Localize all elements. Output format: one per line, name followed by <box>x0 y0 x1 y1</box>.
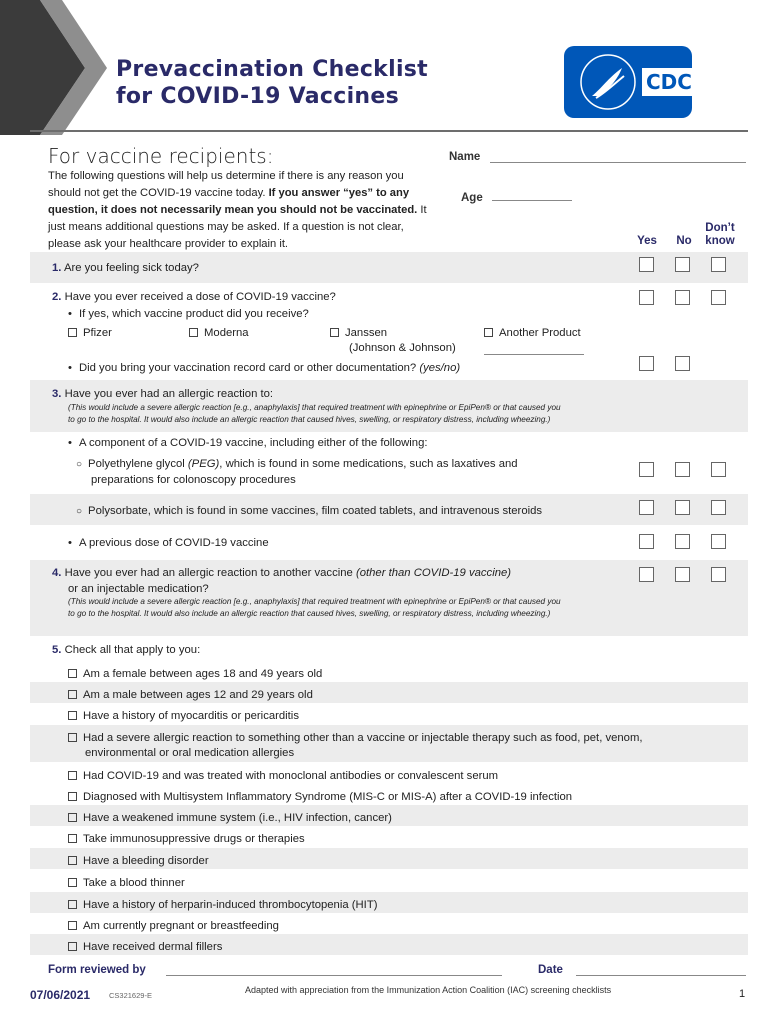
q3-peg-dont-know-checkbox[interactable] <box>711 462 726 477</box>
q5-item[interactable] <box>68 768 498 784</box>
date-label: Date <box>538 964 563 976</box>
hhs-seal-icon <box>578 52 638 112</box>
q5-item-label: environmental or oral medication allergies <box>85 747 295 759</box>
q3-previous-dose: • A previous dose of COVID-19 vaccine <box>68 535 269 551</box>
q5-item[interactable] <box>68 831 305 847</box>
q5-item-label: Have a bleeding disorder <box>83 855 209 867</box>
checkbox-icon[interactable] <box>68 733 77 742</box>
q5-item-label: Am a male between ages 12 and 29 years old <box>83 689 313 701</box>
column-dont-know: Don’t know <box>705 222 735 247</box>
q2-no-checkbox[interactable] <box>675 290 690 305</box>
age-field[interactable] <box>492 200 572 201</box>
question-3: 3. Have you ever had an allergic reaction to: <box>52 388 274 400</box>
q1-no-checkbox[interactable] <box>675 257 690 272</box>
q4-dont-know-checkbox[interactable] <box>711 567 726 582</box>
section-heading: For vaccine recipients: <box>48 144 274 168</box>
q3-prev-yes-checkbox[interactable] <box>639 534 654 549</box>
q4-note: (This would include a severe allergic reaction [e.g., anaphylaxis] that required treatment with epinephrine or EpiPen® or that caused you to go to the hospital. It would also include an allergic reaction that caused hives, swelling, or respiratory distress, including wheezing.) <box>68 597 561 618</box>
q5-item[interactable] <box>68 708 299 724</box>
q2-option-janssen[interactable]: Janssen <box>330 325 387 341</box>
q2-option-janssen-sub: (Johnson & Johnson) <box>349 342 456 354</box>
q3-note: (This would include a severe allergic reaction [e.g., anaphylaxis] that required treatment with epinephrine or EpiPen® or that caused you to go to the hospital. It would also include an allergic reaction that caused hives, swelling, or respiratory distress, including wheezing.) <box>68 403 561 424</box>
header-chevron <box>0 0 110 135</box>
q3-prev-dont-know-checkbox[interactable] <box>711 534 726 549</box>
q5-item[interactable] <box>68 939 222 955</box>
checkbox-icon[interactable] <box>68 792 77 801</box>
q3-peg-yes-checkbox[interactable] <box>639 462 654 477</box>
checkbox-icon[interactable] <box>68 900 77 909</box>
cdc-logo-text: CDC <box>642 68 696 96</box>
name-field[interactable] <box>490 162 746 163</box>
checkbox-icon[interactable] <box>68 834 77 843</box>
question-2: 2. Have you ever received a dose of COVID-19 vaccine? <box>52 291 336 303</box>
q5-item-label: Have received dermal fillers <box>83 941 223 953</box>
q5-item-label: Have a history of herparin-induced thrombocytopenia (HIT) <box>83 899 378 911</box>
q2-dont-know-checkbox[interactable] <box>711 290 726 305</box>
checkbox-icon[interactable] <box>68 942 77 951</box>
checkbox-icon[interactable] <box>68 690 77 699</box>
intro-text: The following questions will help us determine if there is any reason you should not get the COVID-19 vaccine today. If you answer “yes” to any question, it does not necessarily mean you should not be vaccinated. It just means additional questions may be asked. If a question is not clear, please ask your healthcare provider to explain it. <box>48 170 427 250</box>
q3-peg: ○ Polyethylene glycol (PEG), which is found in some medications, such as laxatives and <box>76 456 518 473</box>
q5-item[interactable] <box>68 687 313 703</box>
q5-item-label: Have a weakened immune system (i.e., HIV infection, cancer) <box>83 812 392 824</box>
question-5: 5. Check all that apply to you: <box>52 644 201 656</box>
q1-dont-know-checkbox[interactable] <box>711 257 726 272</box>
q3-poly-no-checkbox[interactable] <box>675 500 690 515</box>
q5-item[interactable] <box>68 875 185 891</box>
q5-item[interactable] <box>68 789 572 805</box>
q1-yes-checkbox[interactable] <box>639 257 654 272</box>
column-no: No <box>676 235 692 247</box>
q2-subquestion: • If yes, which vaccine product did you receive? <box>68 306 309 322</box>
q3-poly-yes-checkbox[interactable] <box>639 500 654 515</box>
q4-yes-checkbox[interactable] <box>639 567 654 582</box>
q3-poly-dont-know-checkbox[interactable] <box>711 500 726 515</box>
q5-item-continued <box>85 745 294 761</box>
q5-item-label: Am a female between ages 18 and 49 years old <box>83 668 323 680</box>
cdc-logo <box>564 46 692 118</box>
q3-peg-cont: preparations for colonoscopy procedures <box>91 474 296 486</box>
q3-polysorbate: ○ Polysorbate, which is found in some vaccines, film coated tablets, and intravenous steroids <box>76 503 542 520</box>
page-number: 1 <box>739 988 746 1000</box>
question-4: 4. Have you ever had an allergic reaction to another vaccine (other than COVID-19 vaccine) or an injectable medication? <box>52 567 512 595</box>
header-divider <box>30 130 748 132</box>
form-reviewed-label: Form reviewed by <box>48 964 146 976</box>
q5-item-label: Take a blood thinner <box>83 877 185 889</box>
checkbox-icon[interactable] <box>68 711 77 720</box>
q5-item[interactable] <box>68 730 643 746</box>
q5-item[interactable] <box>68 666 322 682</box>
name-label: Name <box>449 151 481 163</box>
q5-item[interactable] <box>68 853 209 869</box>
q2-option-moderna[interactable]: Moderna <box>189 325 249 341</box>
q5-item[interactable] <box>68 810 392 826</box>
another-product-field[interactable] <box>484 354 584 355</box>
page-title: Prevaccination Checklist for COVID-19 Vaccines <box>116 57 428 109</box>
q3-subquestion: • A component of a COVID-19 vaccine, including either of the following: <box>68 435 427 451</box>
q5-item[interactable] <box>68 897 378 913</box>
q2-yes-checkbox[interactable] <box>639 290 654 305</box>
revision-date: 07/06/2021 <box>30 988 91 1002</box>
column-yes: Yes <box>637 235 657 247</box>
q5-item-label: Had a severe allergic reaction to something other than a vaccine or injectable therapy such as food, pet, venom, <box>83 732 643 744</box>
q4-no-checkbox[interactable] <box>675 567 690 582</box>
document-code: CS321629-E <box>109 991 152 1000</box>
age-label: Age <box>461 192 483 204</box>
q2-card-yes-checkbox[interactable] <box>639 356 654 371</box>
date-field[interactable] <box>576 975 746 976</box>
checkbox-icon[interactable] <box>68 771 77 780</box>
checkbox-icon[interactable] <box>68 878 77 887</box>
checkbox-icon[interactable] <box>68 669 77 678</box>
reviewed-by-field[interactable] <box>166 975 502 976</box>
q3-prev-no-checkbox[interactable] <box>675 534 690 549</box>
checkbox-icon[interactable] <box>68 856 77 865</box>
q3-peg-no-checkbox[interactable] <box>675 462 690 477</box>
q5-item-label: Diagnosed with Multisystem Inflammatory Syndrome (MIS-C or MIS-A) after a COVID-19 infection <box>83 791 573 803</box>
q5-item[interactable] <box>68 918 279 934</box>
checkbox-icon[interactable] <box>68 813 77 822</box>
q5-item-label: Take immunosuppressive drugs or therapies <box>83 833 305 845</box>
checkbox-icon[interactable] <box>68 921 77 930</box>
q5-item-label: Had COVID-19 and was treated with monoclonal antibodies or convalescent serum <box>83 770 499 782</box>
q2-option-another[interactable]: Another Product <box>484 325 581 341</box>
credit-text: Adapted with appreciation from the Immunization Action Coalition (IAC) screening checklists <box>245 985 612 995</box>
q2-record-card: • Did you bring your vaccination record card or other documentation? (yes/no) <box>68 360 460 376</box>
q5-item-label: Am currently pregnant or breastfeeding <box>83 920 279 932</box>
question-1: 1. Are you feeling sick today? <box>52 262 199 274</box>
q5-item-label: Have a history of myocarditis or pericarditis <box>83 710 299 722</box>
q2-option-pfizer[interactable]: Pfizer <box>68 325 112 341</box>
q2-card-no-checkbox[interactable] <box>675 356 690 371</box>
